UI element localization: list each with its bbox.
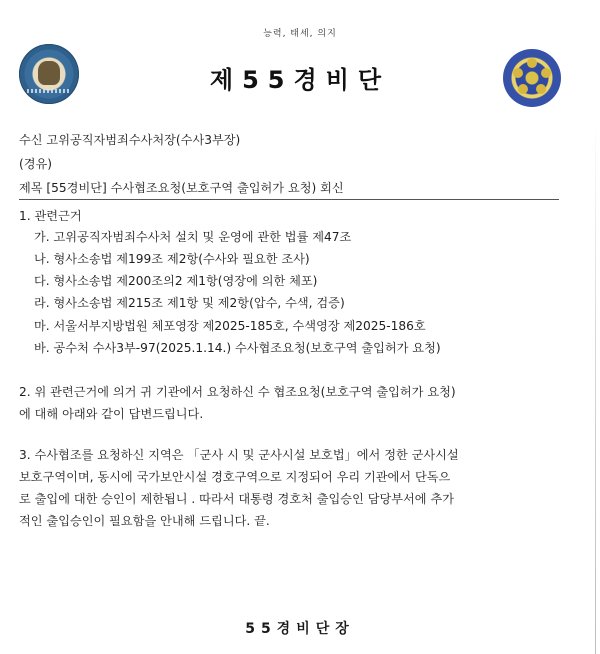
- basis-item: 다. 형사소송법 제200조의2 제1항(영장에 의한 체포): [34, 274, 318, 288]
- subject-line: 제목 [55경비단] 수사협조요청(보호구역 출입허가 요청) 회신: [19, 181, 344, 195]
- emblem-right: [503, 49, 561, 107]
- emblem-petal: [518, 84, 528, 94]
- section3-line: 3. 수사협조를 요청하신 지역은 「군사 시 및 군사시설 보호법」에서 정한 군사시설: [19, 448, 459, 462]
- basis-item: 나. 형사소송법 제199조 제2항(수사와 필요한 조사): [34, 252, 310, 266]
- scan-edge-shadow: [595, 120, 596, 654]
- emblem-petal: [527, 58, 537, 68]
- basis-item: 라. 형사소송법 제215조 제1항 및 제2항(압수, 수색, 검증): [34, 296, 345, 310]
- section3-line: 로 출입에 대한 승인이 제한됩니 . 따라서 대통령 경호처 출입승인 담당부서에 추가: [19, 492, 455, 506]
- section2-line: 2. 위 관련근거에 의거 귀 기관에서 요청하신 수 협조요청(보호구역 출입허가 요청): [19, 385, 456, 399]
- basis-item: 바. 공수처 수사3부-97(2025.1.14.) 수사협조요청(보호구역 출입허가 요청): [34, 341, 441, 355]
- signature-block: 55경비단장: [245, 621, 355, 637]
- section2-line: 에 대해 아래와 같이 답변드립니다.: [19, 407, 204, 421]
- section1-heading: 1. 관련근거: [19, 209, 82, 223]
- section3-line: 보호구역이며, 동시에 국가보안시설 경호구역으로 지정되어 우리 기관에서 단독으: [19, 470, 451, 484]
- emblem-petal: [536, 84, 546, 94]
- basis-item: 가. 고위공직자범죄수사처 설치 및 운영에 관한 법률 제47조: [34, 230, 352, 244]
- emblem-petal: [513, 68, 523, 78]
- emblem-petal: [541, 68, 551, 78]
- section3-line: 적인 출입승인이 필요함을 안내해 드립니다. 끝.: [19, 514, 270, 528]
- motto-text: 능력, 태세, 의지: [263, 29, 337, 39]
- header-divider: [19, 199, 559, 200]
- basis-item: 마. 서울서부지방법원 체포영장 제2025-185호, 수색영장 제2025-186호: [34, 319, 426, 333]
- recipient-line: 수신 고위공직자범죄수사처장(수사3부장): [19, 133, 241, 147]
- document-title: 제55경비단: [209, 66, 391, 94]
- via-line: (경유): [19, 157, 53, 171]
